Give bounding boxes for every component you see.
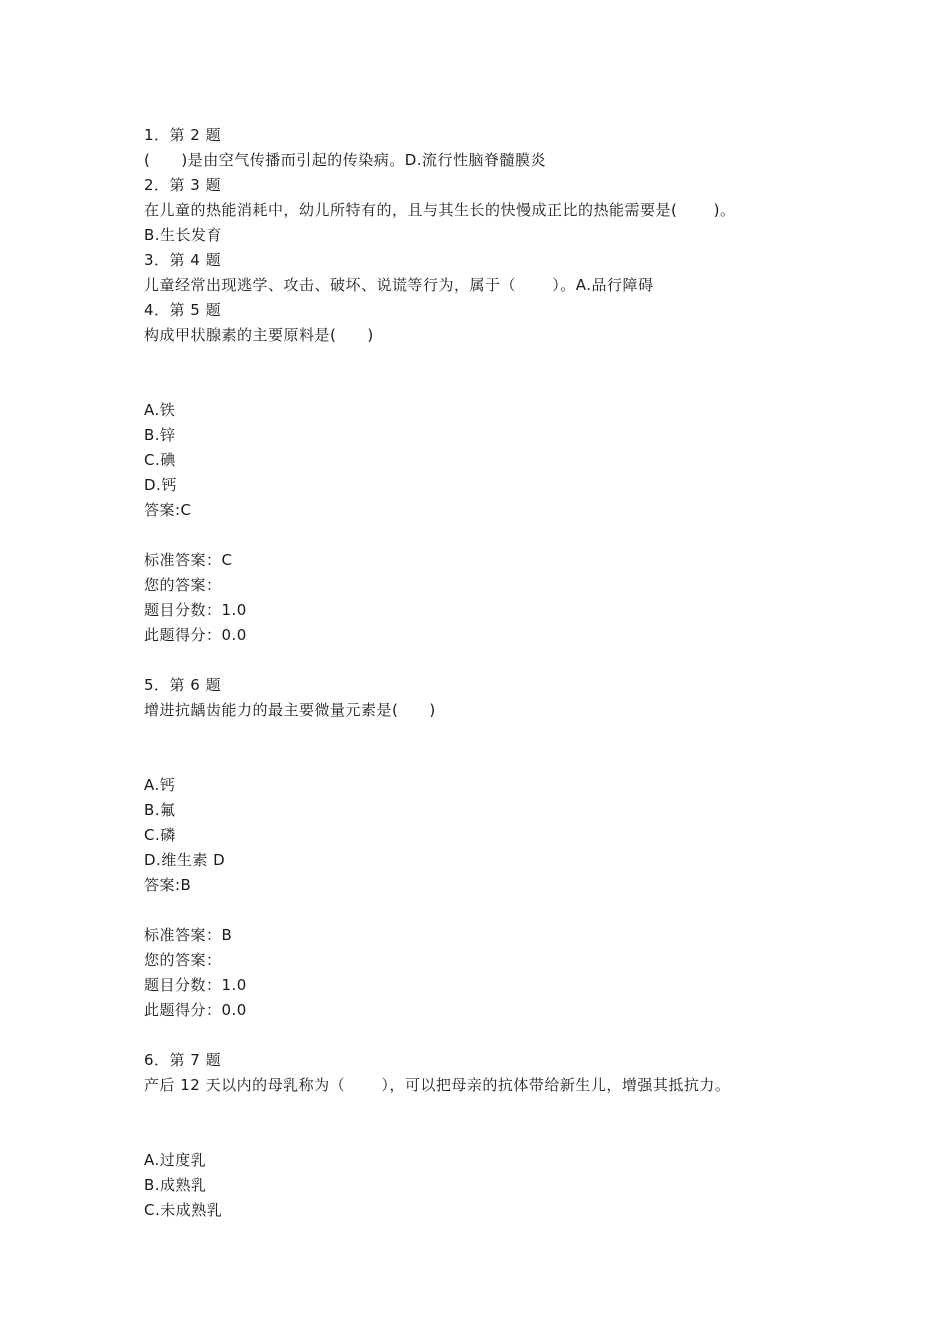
blank-line: [144, 723, 864, 748]
blank-line: [144, 1123, 864, 1148]
blank-line: [144, 373, 864, 398]
blank-line: [144, 1098, 864, 1123]
text-line: C.碘: [144, 451, 176, 469]
blank-line: [144, 1023, 864, 1048]
text-line: B.生长发育: [144, 226, 223, 244]
text-line: 1．第 2 题: [144, 126, 222, 144]
text-line: 此题得分：0.0: [144, 1001, 247, 1019]
text-line: 答案:B: [144, 876, 192, 894]
blank-line: [144, 898, 864, 923]
text-line: 题目分数：1.0: [144, 976, 247, 994]
text-line: C.未成熟乳: [144, 1201, 223, 1219]
text-line: 儿童经常出现逃学、攻击、破坏、说谎等行为，属于（ ）。A.品行障碍: [144, 276, 654, 294]
text-line: 您的答案：: [144, 951, 222, 969]
text-line: 6．第 7 题: [144, 1051, 222, 1069]
text-line: 题目分数：1.0: [144, 601, 247, 619]
text-line: 构成甲状腺素的主要原料是( ): [144, 326, 374, 344]
text-line: A.钙: [144, 776, 176, 794]
blank-line: [144, 523, 864, 548]
text-line: 标准答案：C: [144, 551, 233, 569]
text-line: 产后 12 天以内的母乳称为（ ），可以把母亲的抗体带给新生儿，增强其抵抗力。: [144, 1076, 731, 1094]
text-line: 答案:C: [144, 501, 192, 519]
text-line: C.磷: [144, 826, 176, 844]
text-line: 您的答案：: [144, 576, 222, 594]
text-line: ( )是由空气传播而引起的传染病。D.流行性脑脊髓膜炎: [144, 151, 547, 169]
blank-line: [144, 748, 864, 773]
text-line: 4．第 5 题: [144, 301, 222, 319]
blank-line: [144, 648, 864, 673]
text-line: 此题得分：0.0: [144, 626, 247, 644]
blank-line: [144, 348, 864, 373]
text-line: D.钙: [144, 476, 177, 494]
text-line: 标准答案：B: [144, 926, 233, 944]
document-body: [144, 123, 864, 1223]
text-line: 增进抗龋齿能力的最主要微量元素是( ): [144, 701, 436, 719]
text-line: D.维生素 D: [144, 851, 226, 869]
text-line: B.成熟乳: [144, 1176, 207, 1194]
text-line: 在儿童的热能消耗中，幼儿所特有的，且与其生长的快慢成正比的热能需要是( )。: [144, 201, 736, 219]
text-line: 5．第 6 题: [144, 676, 222, 694]
text-line: A.铁: [144, 401, 176, 419]
text-line: A.过度乳: [144, 1151, 207, 1169]
text-line: B.氟: [144, 801, 176, 819]
text-line: 2．第 3 题: [144, 176, 222, 194]
text-line: B.锌: [144, 426, 176, 444]
text-line: 3．第 4 题: [144, 251, 222, 269]
